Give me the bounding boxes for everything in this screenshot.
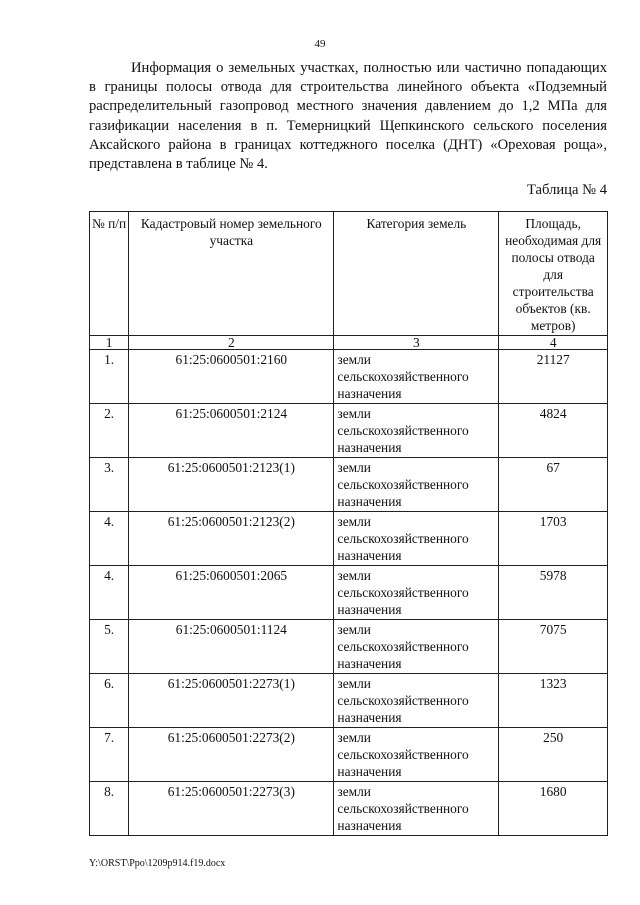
header-category: Категория земель: [334, 212, 499, 336]
land-category-cell: земли сельскохозяйственного назначения: [334, 404, 499, 458]
intro-paragraph: [89, 59, 607, 174]
land-category-cell: земли сельскохозяйственного назначения: [334, 728, 499, 782]
table-row: [90, 404, 608, 458]
column-numbers-row: [90, 336, 608, 350]
header-cadastral: Кадастровый номер земельного участка: [129, 212, 334, 336]
area-cell: 5978: [499, 566, 608, 620]
row-number-cell: 2.: [90, 404, 129, 458]
column-number: 4: [499, 336, 608, 350]
land-category-cell: земли сельскохозяйственного назначения: [334, 674, 499, 728]
area-cell: 1323: [499, 674, 608, 728]
table-row: [90, 350, 608, 404]
cadastral-number-cell: 61:25:0600501:2273(3): [129, 782, 334, 836]
land-category-cell: земли сельскохозяйственного назначения: [334, 458, 499, 512]
area-cell: 7075: [499, 620, 608, 674]
cadastral-number-cell: 61:25:0600501:2160: [129, 350, 334, 404]
cadastral-number-cell: 61:25:0600501:2273(2): [129, 728, 334, 782]
area-cell: 4824: [499, 404, 608, 458]
table-row: [90, 782, 608, 836]
cadastral-number-cell: 61:25:0600501:2065: [129, 566, 334, 620]
cadastral-number-cell: 61:25:0600501:2273(1): [129, 674, 334, 728]
table-header-row: [90, 212, 608, 336]
row-number-cell: 7.: [90, 728, 129, 782]
table-row: [90, 512, 608, 566]
row-number-cell: 4.: [90, 566, 129, 620]
row-number-cell: 5.: [90, 620, 129, 674]
row-number-cell: 8.: [90, 782, 129, 836]
area-cell: 21127: [499, 350, 608, 404]
land-category-cell: земли сельскохозяйственного назначения: [334, 512, 499, 566]
area-cell: 67: [499, 458, 608, 512]
row-number-cell: 6.: [90, 674, 129, 728]
table-row: [90, 566, 608, 620]
cadastral-number-cell: 61:25:0600501:2123(1): [129, 458, 334, 512]
column-number: 3: [334, 336, 499, 350]
table-row: [90, 620, 608, 674]
land-category-cell: земли сельскохозяйственного назначения: [334, 566, 499, 620]
area-cell: 1680: [499, 782, 608, 836]
table-caption: Таблица № 4: [527, 182, 607, 198]
column-number: 1: [90, 336, 129, 350]
header-number: № п/п: [90, 212, 129, 336]
file-path-footer: Y:\ORST\Ppo\1209p914.f19.docx: [89, 858, 226, 869]
row-number-cell: 3.: [90, 458, 129, 512]
table-row: [90, 728, 608, 782]
table-row: [90, 674, 608, 728]
area-cell: 1703: [499, 512, 608, 566]
land-category-cell: земли сельскохозяйственного назначения: [334, 782, 499, 836]
intro-text: Информация о земельных участках, полностью или частично попадающих в границы полосы отвода для строительства линейного объекта «Подземный распределительный газопровод местного значения давлением до 1,2 МПа для газификации населения в п. Темерницкий Щепкинского сельского поселения Аксайского района в границах коттеджного поселка (ДНТ) «Ореховая роща», представлена в таблице № 4.: [89, 60, 607, 173]
land-plots-table: [89, 211, 608, 836]
row-number-cell: 1.: [90, 350, 129, 404]
row-number-cell: 4.: [90, 512, 129, 566]
table-row: [90, 458, 608, 512]
land-category-cell: земли сельскохозяйственного назначения: [334, 350, 499, 404]
header-area: Площадь, необходимая для полосы отвода для строительства объектов (кв. метров): [499, 212, 608, 336]
land-category-cell: земли сельскохозяйственного назначения: [334, 620, 499, 674]
cadastral-number-cell: 61:25:0600501:2124: [129, 404, 334, 458]
cadastral-number-cell: 61:25:0600501:1124: [129, 620, 334, 674]
cadastral-number-cell: 61:25:0600501:2123(2): [129, 512, 334, 566]
area-cell: 250: [499, 728, 608, 782]
page-number: 49: [314, 38, 326, 50]
column-number: 2: [129, 336, 334, 350]
